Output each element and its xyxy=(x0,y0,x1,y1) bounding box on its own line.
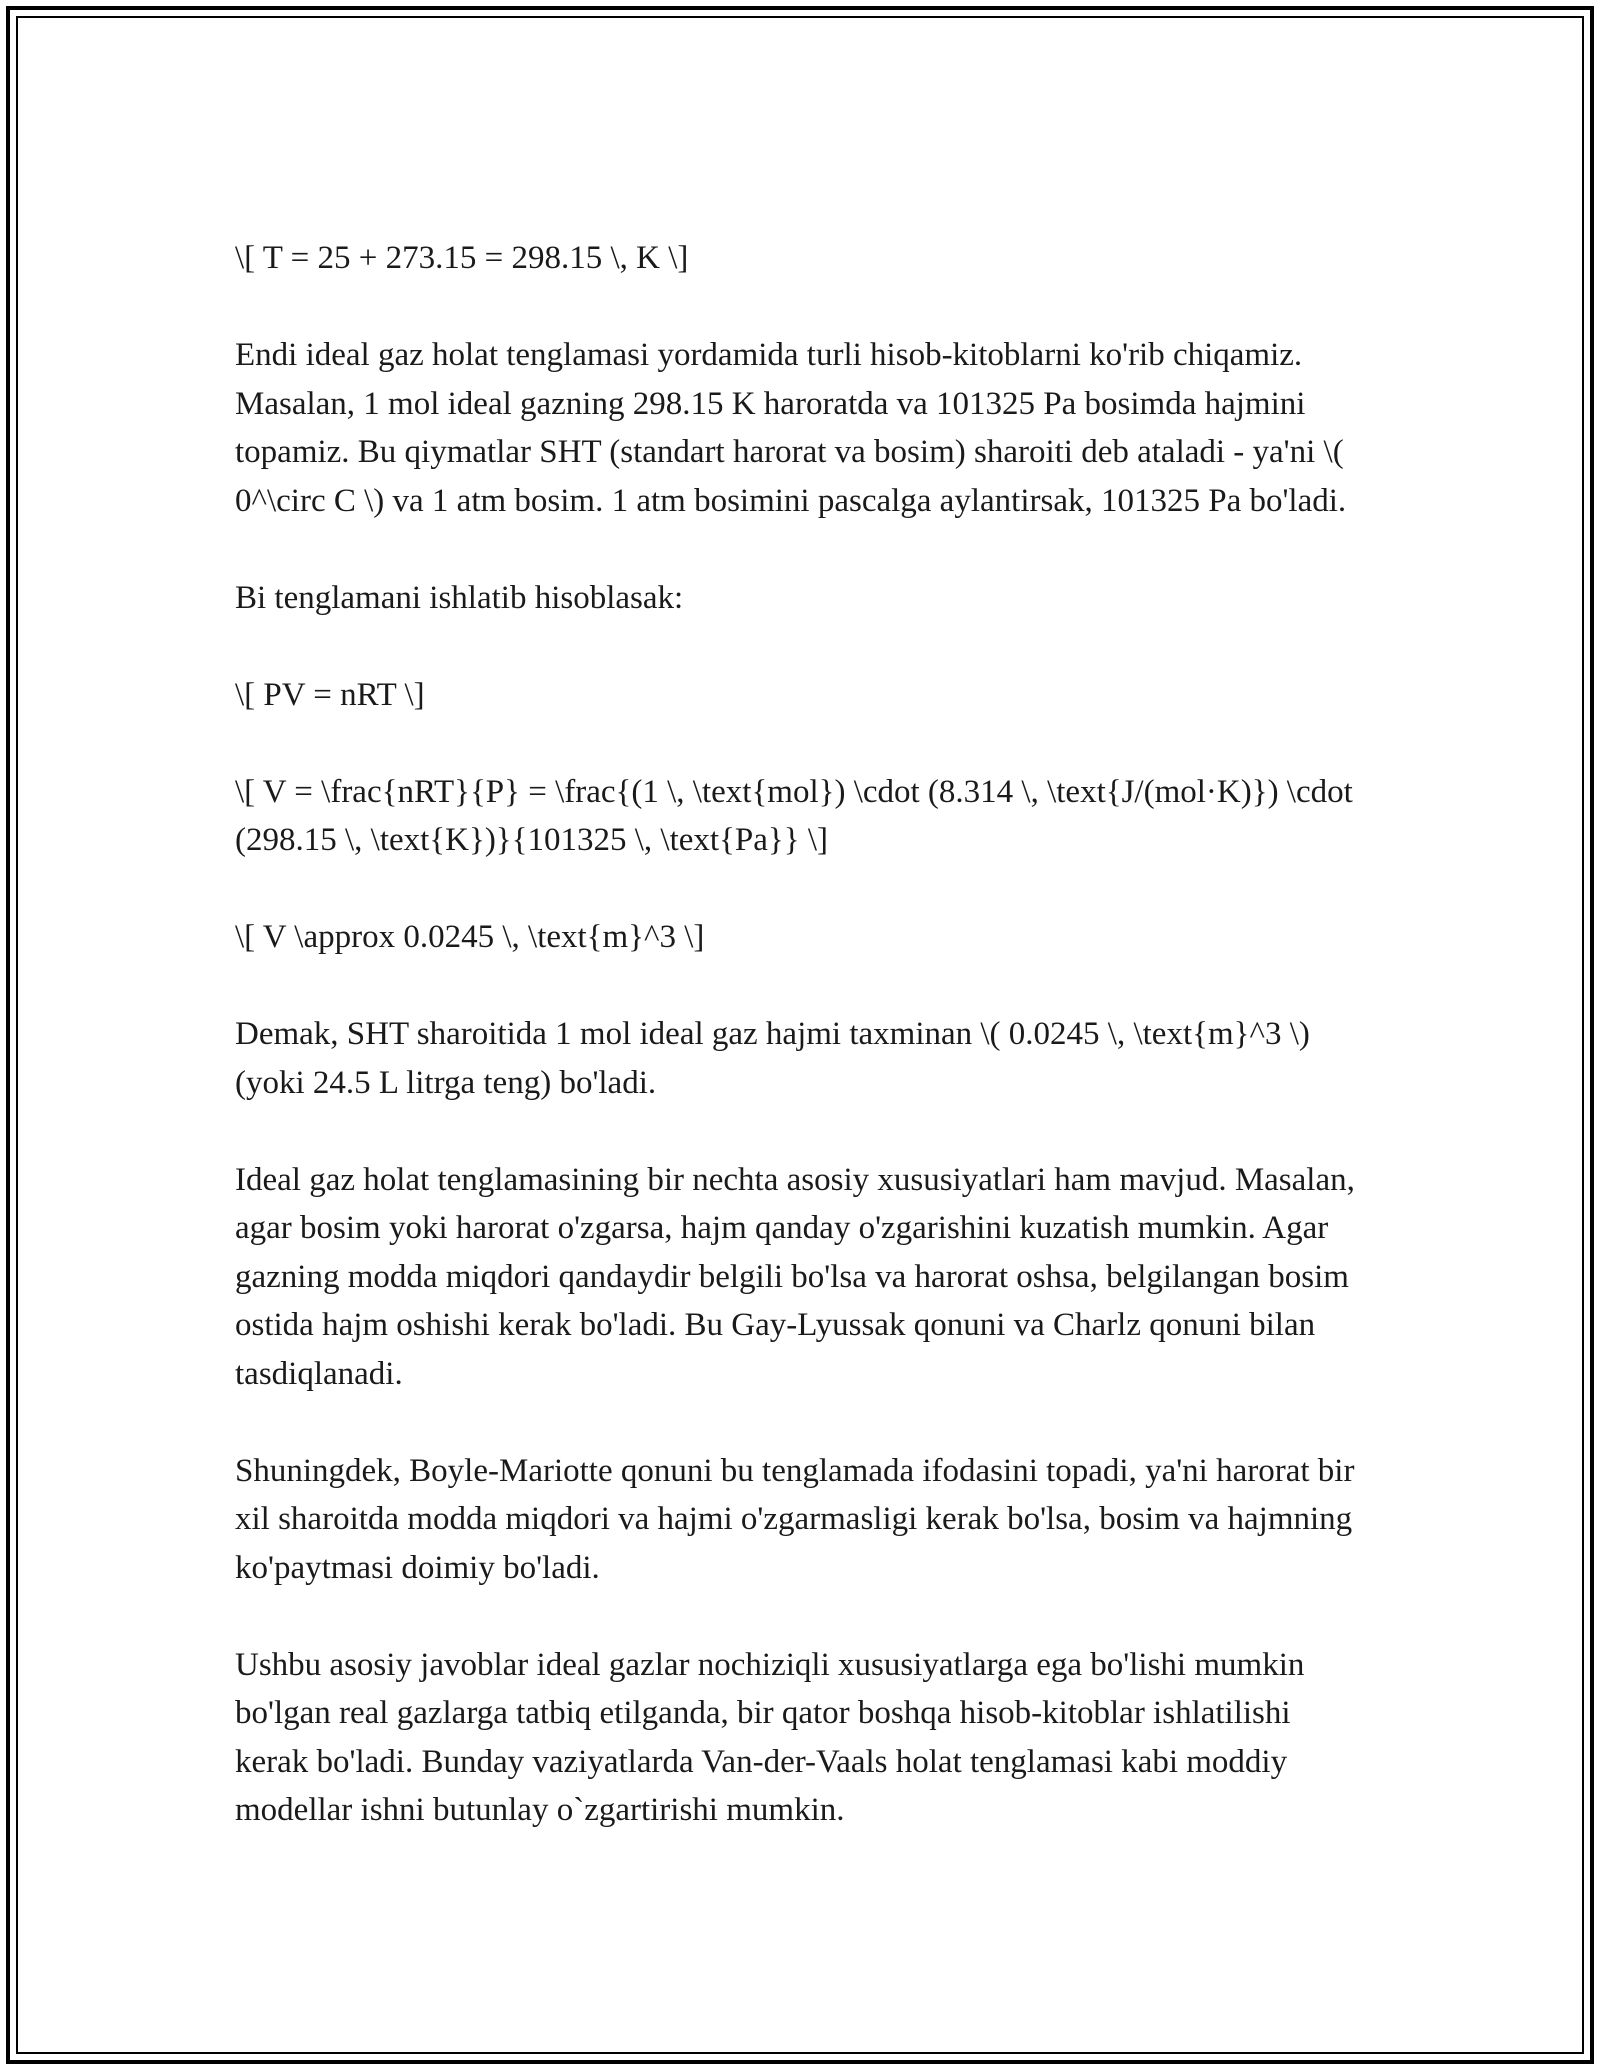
equation-temperature: \[ T = 25 + 273.15 = 298.15 \, K \] xyxy=(235,240,689,276)
paragraph-real-gases: Ushbu asosiy javoblar ideal gazlar nochiziqli xususiyatlarga ega bo'lishi mumkin bo'lgan real gazlarga tatbiq etilganda, bir qator boshqa hisob-kitoblar ishlatilishi kerak bo'ladi. Bunday vaziyatlarda Van-der-Vaals holat tenglamasi kabi moddiy modellar ishni butunlay o`zgartirishi mumkin. xyxy=(235,1646,1305,1828)
document-body xyxy=(235,234,1370,1835)
paragraph-ideal-gas-calculation: Endi ideal gaz holat tenglamasi yordamida turli hisob-kitoblarni ko'rib chiqamiz. Masalan, 1 mol ideal gazning 298.15 K haroratda va 101325 Pa bosimda hajmini topamiz. Bu qiymatlar SHT (standart harorat va bosim) sharoiti deb ataladi - ya'ni \( 0^\circ C \) va 1 atm bosim. 1 atm bosimini pascalga aylantirsak, 101325 Pa bo'ladi. xyxy=(235,337,1347,519)
paragraph-calculation-intro: Bi tenglamani ishlatib hisoblasak: xyxy=(235,579,684,616)
equation-volume-fraction: \[ V = \frac{nRT}{P} = \frac{(1 \, \text{mol}) \cdot (8.314 \, \text{J/(mol·K)}) \cdot (298.15 \, \text{K})}{101325 \, \text{Pa}} \] xyxy=(235,773,1353,858)
paragraph-gas-properties: Ideal gaz holat tenglamasining bir nechta asosiy xususiyatlari ham mavjud. Masalan, agar bosim yoki harorat o'zgarsa, hajm qanday o'zgarishini kuzatish mumkin. Agar gazning modda miqdori qandaydir belgili bo'lsa va harorat oshsa, belgilangan bosim ostida hajm oshishi kerak bo'ladi. Bu Gay-Lyussak qonuni va Charlz qonuni bilan tasdiqlanadi. xyxy=(235,1161,1355,1392)
paragraph-boyle-mariotte: Shuningdek, Boyle-Mariotte qonuni bu tenglamada ifodasini topadi, ya'ni harorat bir xil sharoitda modda miqdori va hajmi o'zgarmasligi kerak bo'lsa, bosim va hajmning ko'paytmasi doimiy bo'ladi. xyxy=(235,1452,1355,1586)
paragraph-volume-conclusion: Demak, SHT sharoitida 1 mol ideal gaz hajmi taxminan \( 0.0245 \, \text{m}^3 \) (yoki 24.5 L litrga teng) bo'ladi. xyxy=(235,1016,1310,1101)
equation-ideal-gas-law: \[ PV = nRT \] xyxy=(235,676,425,713)
equation-volume-result: \[ V \approx 0.0245 \, \text{m}^3 \] xyxy=(235,919,705,955)
